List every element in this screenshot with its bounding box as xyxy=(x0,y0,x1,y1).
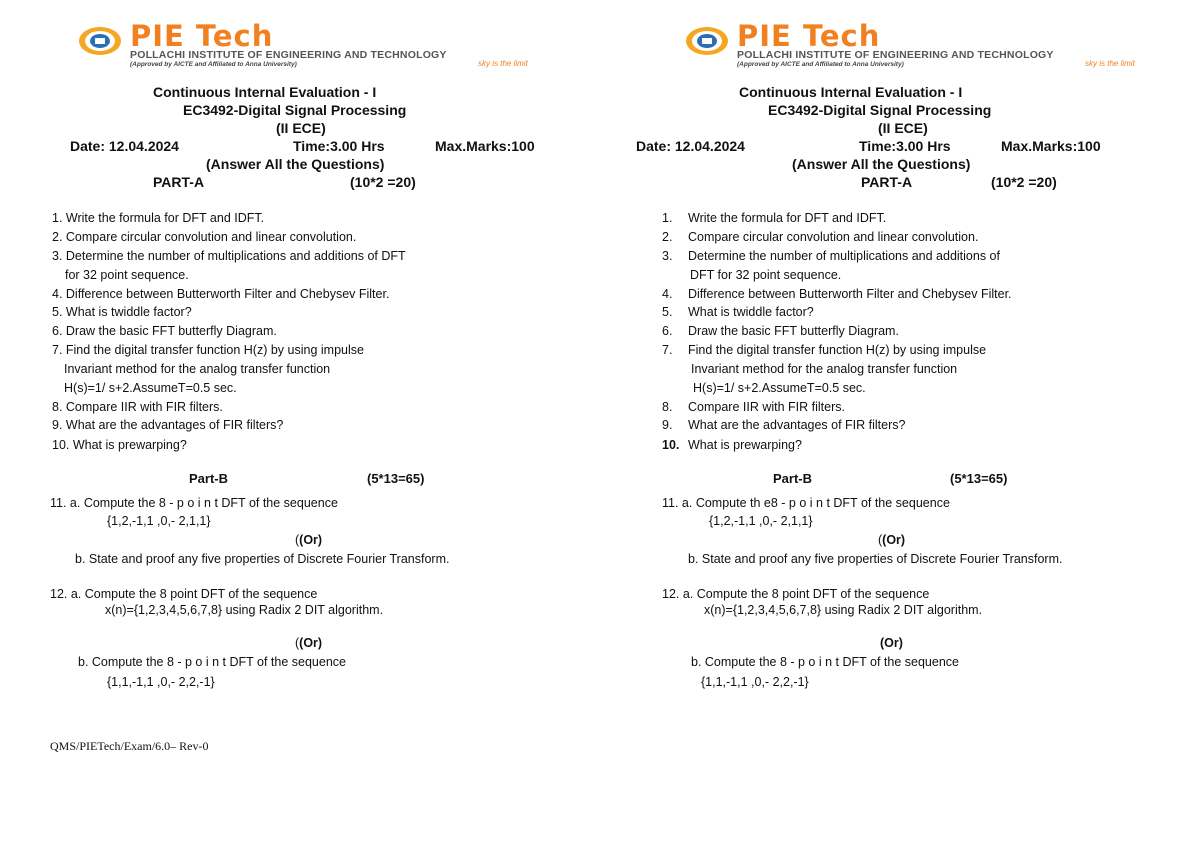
college-emblem-icon xyxy=(685,26,729,56)
or-separator-11 xyxy=(878,533,905,547)
question-12b: b. Compute the 8 - p o i n t DFT of the sequence xyxy=(78,655,346,669)
or-text: (Or) xyxy=(882,533,906,547)
question-5: What is twiddle factor? xyxy=(688,305,814,319)
question-4: 4. Difference between Butterworth Filter and Chebysev Filter. xyxy=(52,287,390,301)
or-text: (Or) xyxy=(299,636,323,650)
instruction: (Answer All the Questions) xyxy=(792,156,971,172)
exam-title: Continuous Internal Evaluation - I xyxy=(739,84,963,100)
or-paren: ( xyxy=(878,533,883,547)
question-12a-sequence: x(n)={1,2,3,4,5,6,7,8} using Radix 2 DIT algorithm. xyxy=(704,603,983,617)
question-7-formula: H(s)=1/ s+2.AssumeT=0.5 sec. xyxy=(693,381,866,395)
question-10: 10. What is prewarping? xyxy=(52,438,187,452)
part-a-heading: PART-A xyxy=(861,174,913,190)
exam-time: Time:3.00 Hrs xyxy=(293,138,385,154)
brand-name: PIE Tech xyxy=(737,19,881,53)
question-3: Determine the number of multiplications and additions of xyxy=(688,249,1000,263)
question-number: 7. xyxy=(662,343,673,357)
part-b-marks: (5*13=65) xyxy=(950,471,1008,486)
course-title: EC3492-Digital Signal Processing xyxy=(768,102,992,118)
institution-name: POLLACHI INSTITUTE OF ENGINEERING AND TECHNOLOGY xyxy=(130,49,447,61)
question-number: 9. xyxy=(662,418,673,432)
question-1: Write the formula for DFT and IDFT. xyxy=(688,211,887,225)
exam-time: Time:3.00 Hrs xyxy=(859,138,951,154)
question-6: 6. Draw the basic FFT butterfly Diagram. xyxy=(52,324,277,338)
question-12b-sequence: {1,1,-1,1 ,0,- 2,2,-1} xyxy=(107,675,215,689)
instruction: (Answer All the Questions) xyxy=(206,156,385,172)
approval-text: (Approved by AICTE and Affiliated to Anna University) xyxy=(130,61,297,68)
question-7-cont: Invariant method for the analog transfer function xyxy=(64,362,331,376)
brand-name: PIE Tech xyxy=(130,19,274,53)
tagline: sky is the limit xyxy=(1085,59,1135,68)
max-marks: Max.Marks:100 xyxy=(1001,138,1101,154)
question-7: 7. Find the digital transfer function H(z) by using impulse xyxy=(52,343,364,357)
question-3-cont: DFT for 32 point sequence. xyxy=(690,268,842,282)
question-number: 3. xyxy=(662,249,673,263)
question-number: 4. xyxy=(662,287,673,301)
or-separator-12: (Or) xyxy=(880,636,903,650)
or-text: (Or) xyxy=(299,533,323,547)
question-11a-sequence: {1,2,-1,1 ,0,- 2,1,1} xyxy=(709,514,813,528)
question-10: What is prewarping? xyxy=(688,438,802,452)
question-11b: b. State and proof any five properties of Discrete Fourier Transform. xyxy=(75,552,450,566)
question-8: Compare IIR with FIR filters. xyxy=(688,400,845,414)
question-number: 2. xyxy=(662,230,673,244)
tagline: sky is the limit xyxy=(478,59,528,68)
or-paren: ( xyxy=(295,636,300,650)
question-2: Compare circular convolution and linear convolution. xyxy=(688,230,979,244)
exam-date: Date: 12.04.2024 xyxy=(636,138,745,154)
question-12b-sequence: {1,1,-1,1 ,0,- 2,2,-1} xyxy=(701,675,809,689)
question-5: 5. What is twiddle factor? xyxy=(52,305,192,319)
institution-name: POLLACHI INSTITUTE OF ENGINEERING AND TECHNOLOGY xyxy=(737,49,1054,61)
exam-date: Date: 12.04.2024 xyxy=(70,138,179,154)
part-a-heading: PART-A xyxy=(153,174,205,190)
question-11a: 11. a. Compute th e8 - p o i n t DFT of the sequence xyxy=(662,496,950,510)
college-logo xyxy=(78,19,558,72)
question-number: 6. xyxy=(662,324,673,338)
question-number: 1. xyxy=(662,211,673,225)
class-label: (II ECE) xyxy=(878,120,928,136)
part-b-heading: Part-B xyxy=(189,471,229,486)
question-2: 2. Compare circular convolution and linear convolution. xyxy=(52,230,357,244)
document-code: QMS/PIETech/Exam/6.0– Rev-0 xyxy=(50,739,209,753)
question-paper-right xyxy=(605,0,1200,849)
question-12a-sequence: x(n)={1,2,3,4,5,6,7,8} using Radix 2 DIT algorithm. xyxy=(105,603,384,617)
question-12a: 12. a. Compute the 8 point DFT of the sequence xyxy=(662,587,930,601)
max-marks: Max.Marks:100 xyxy=(435,138,535,154)
question-9: What are the advantages of FIR filters? xyxy=(688,418,906,432)
question-7-cont: Invariant method for the analog transfer function xyxy=(691,362,958,376)
approval-text: (Approved by AICTE and Affiliated to Anna University) xyxy=(737,61,904,68)
or-paren: ( xyxy=(295,533,300,547)
question-1: 1. Write the formula for DFT and IDFT. xyxy=(52,211,265,225)
question-9: 9. What are the advantages of FIR filters? xyxy=(52,418,284,432)
question-11b: b. State and proof any five properties of Discrete Fourier Transform. xyxy=(688,552,1063,566)
question-3-cont: for 32 point sequence. xyxy=(65,268,189,282)
question-3: 3. Determine the number of multiplications and additions of DFT xyxy=(52,249,406,263)
class-label: (II ECE) xyxy=(276,120,326,136)
question-6: Draw the basic FFT butterfly Diagram. xyxy=(688,324,899,338)
question-4: Difference between Butterworth Filter and Chebysev Filter. xyxy=(688,287,1012,301)
or-separator-11 xyxy=(295,533,322,547)
college-emblem-icon xyxy=(78,26,122,56)
part-a-marks: (10*2 =20) xyxy=(991,174,1057,190)
or-separator-12 xyxy=(295,636,322,650)
course-title: EC3492-Digital Signal Processing xyxy=(183,102,407,118)
question-7-formula: H(s)=1/ s+2.AssumeT=0.5 sec. xyxy=(64,381,237,395)
question-8: 8. Compare IIR with FIR filters. xyxy=(52,400,223,414)
exam-title: Continuous Internal Evaluation - I xyxy=(153,84,377,100)
question-11a: 11. a. Compute the 8 - p o i n t DFT of the sequence xyxy=(50,496,338,510)
part-b-heading: Part-B xyxy=(773,471,813,486)
question-number: 10. xyxy=(662,438,680,452)
part-b-marks: (5*13=65) xyxy=(367,471,425,486)
college-logo xyxy=(685,19,1165,72)
question-number: 8. xyxy=(662,400,673,414)
question-12a: 12. a. Compute the 8 point DFT of the sequence xyxy=(50,587,318,601)
question-number: 5. xyxy=(662,305,673,319)
question-12b: b. Compute the 8 - p o i n t DFT of the sequence xyxy=(691,655,959,669)
question-7: Find the digital transfer function H(z) by using impulse xyxy=(688,343,987,357)
part-a-marks: (10*2 =20) xyxy=(350,174,416,190)
question-11a-sequence: {1,2,-1,1 ,0,- 2,1,1} xyxy=(107,514,211,528)
